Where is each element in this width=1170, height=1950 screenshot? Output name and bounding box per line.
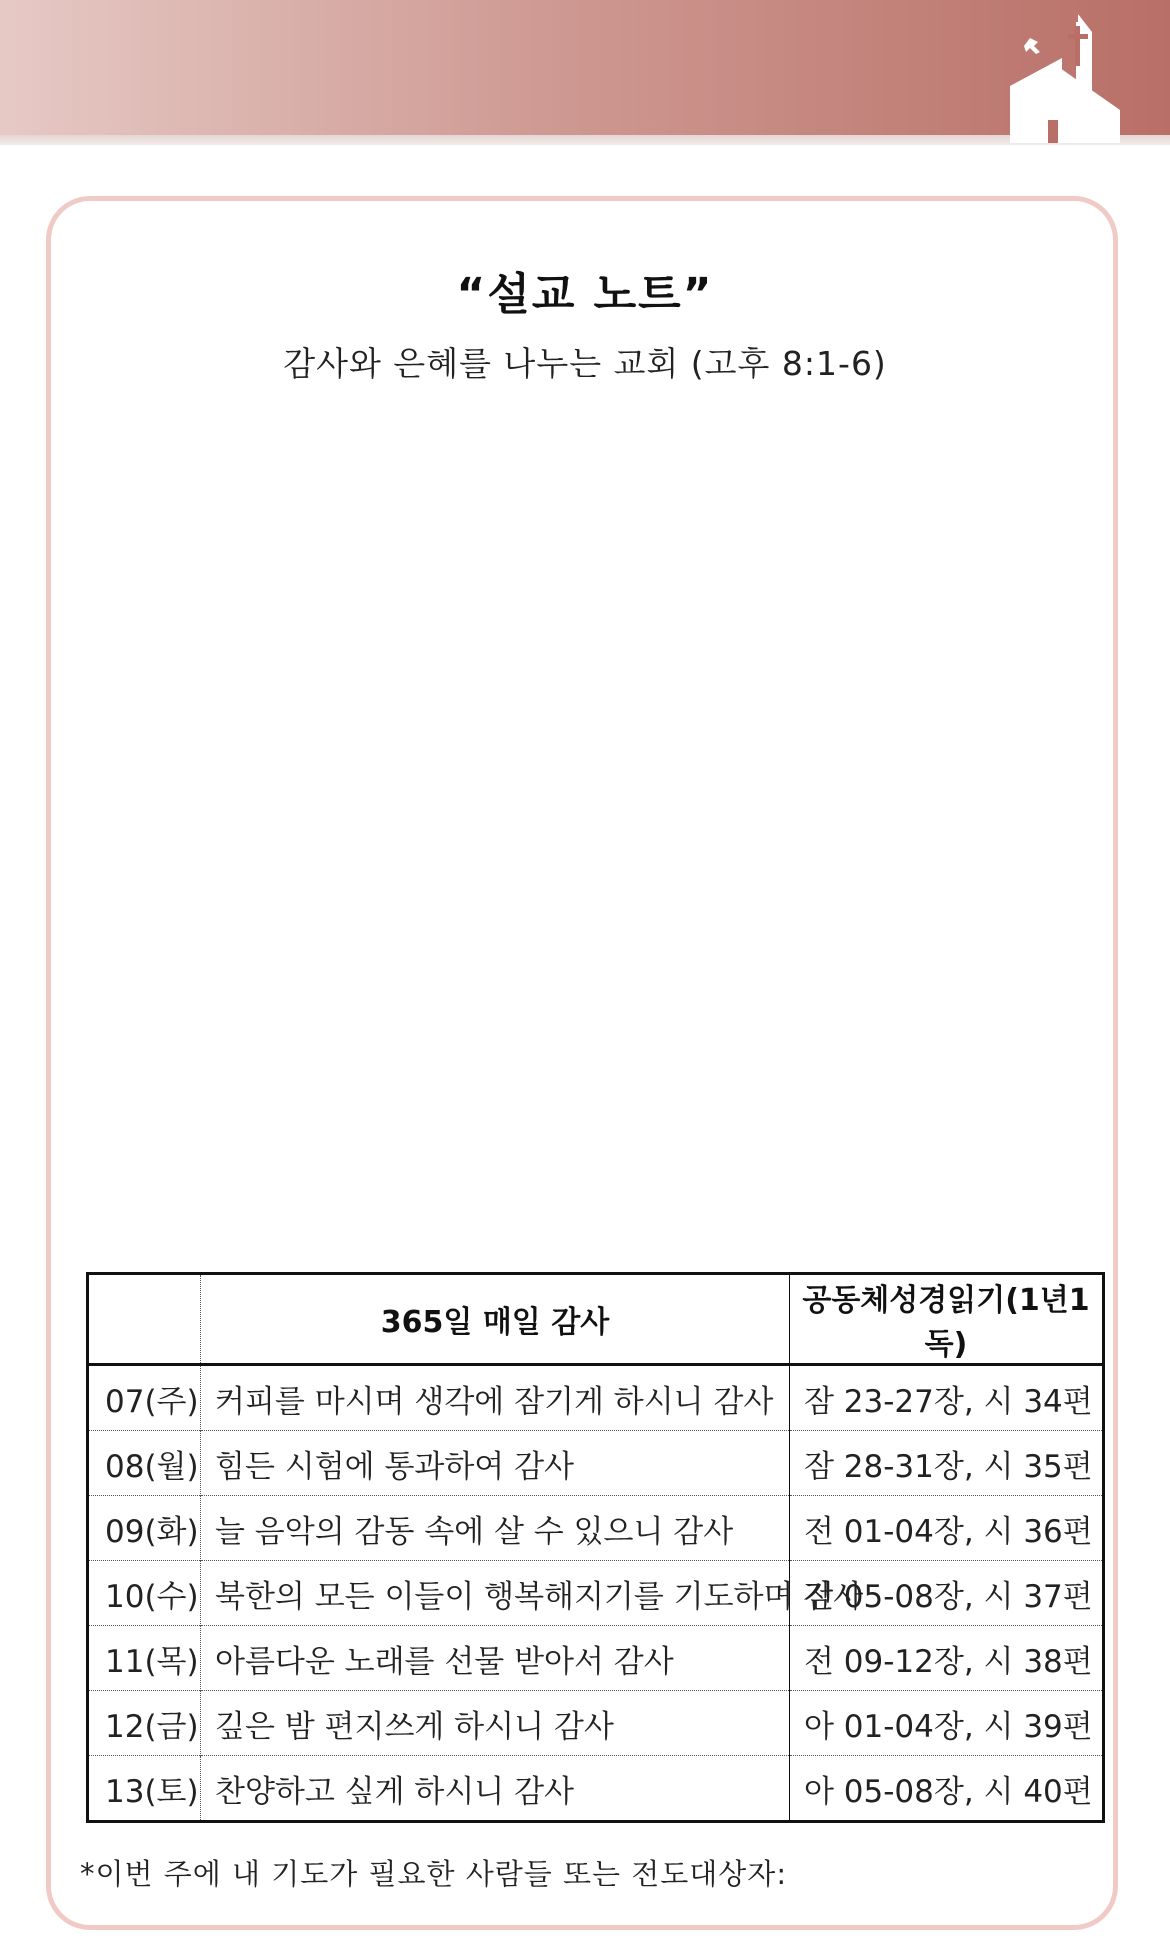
day-cell: 10(수) — [88, 1561, 201, 1626]
reading-cell: 전 01-04장, 시 36편 — [790, 1496, 1104, 1561]
thanks-cell: 아름다운 노래를 선물 받아서 감사 — [201, 1626, 790, 1691]
day-cell: 13(토) — [88, 1756, 201, 1822]
table-row — [88, 1626, 1104, 1691]
thanks-cell: 늘 음악의 감동 속에 살 수 있으니 감사 — [201, 1496, 790, 1561]
table-row — [88, 1496, 1104, 1561]
page-title: “설교 노트” — [456, 269, 714, 320]
day-cell: 11(목) — [88, 1626, 201, 1691]
reading-cell: 잠 28-31장, 시 35편 — [790, 1431, 1104, 1496]
header-daily-thanks: 365일 매일 감사 — [201, 1274, 790, 1365]
table-header-row — [88, 1274, 1104, 1365]
table-row — [88, 1431, 1104, 1496]
header-bible-reading: 공동체성경읽기(1년1독) — [790, 1274, 1104, 1365]
header-band-shadow — [0, 135, 1170, 145]
reading-cell: 잠 23-27장, 시 34편 — [804, 1383, 1093, 1420]
reading-cell: 전 05-08장, 시 37편 — [790, 1561, 1104, 1626]
sermon-notes-area — [86, 410, 1086, 1260]
day-cell: 09(화) — [88, 1496, 201, 1561]
table-row — [88, 1561, 1104, 1626]
day-cell: 12(금) — [88, 1691, 201, 1756]
table-row — [88, 1691, 1104, 1756]
table-row — [88, 1756, 1104, 1822]
sermon-subtitle: 감사와 은혜를 나누는 교회 (고후 8:1-6) — [283, 344, 887, 383]
church-icon — [1000, 8, 1140, 148]
reading-cell: 아 01-04장, 시 39편 — [790, 1691, 1104, 1756]
thanks-cell: 커피를 마시며 생각에 잠기게 하시니 감사 — [201, 1365, 790, 1431]
reading-cell: 아 05-08장, 시 40편 — [790, 1756, 1104, 1822]
thanks-cell: 힘든 시험에 통과하여 감사 — [201, 1431, 790, 1496]
header-day — [88, 1274, 201, 1365]
day-cell: 08(월) — [88, 1431, 201, 1496]
day-cell: 07(주) — [88, 1365, 201, 1431]
prayer-request-note: *이번 주에 내 기도가 필요한 사람들 또는 전도대상자: — [80, 1857, 788, 1891]
table-row — [88, 1365, 1104, 1431]
daily-thanks-reading-table — [86, 1272, 1105, 1823]
thanks-cell: 북한의 모든 이들이 행복해지기를 기도하며 감사 — [201, 1561, 790, 1626]
thanks-cell: 깊은 밤 편지쓰게 하시니 감사 — [201, 1691, 790, 1756]
header-band — [0, 0, 1170, 135]
reading-cell: 전 09-12장, 시 38편 — [790, 1626, 1104, 1691]
thanks-cell: 찬양하고 싶게 하시니 감사 — [201, 1756, 790, 1822]
